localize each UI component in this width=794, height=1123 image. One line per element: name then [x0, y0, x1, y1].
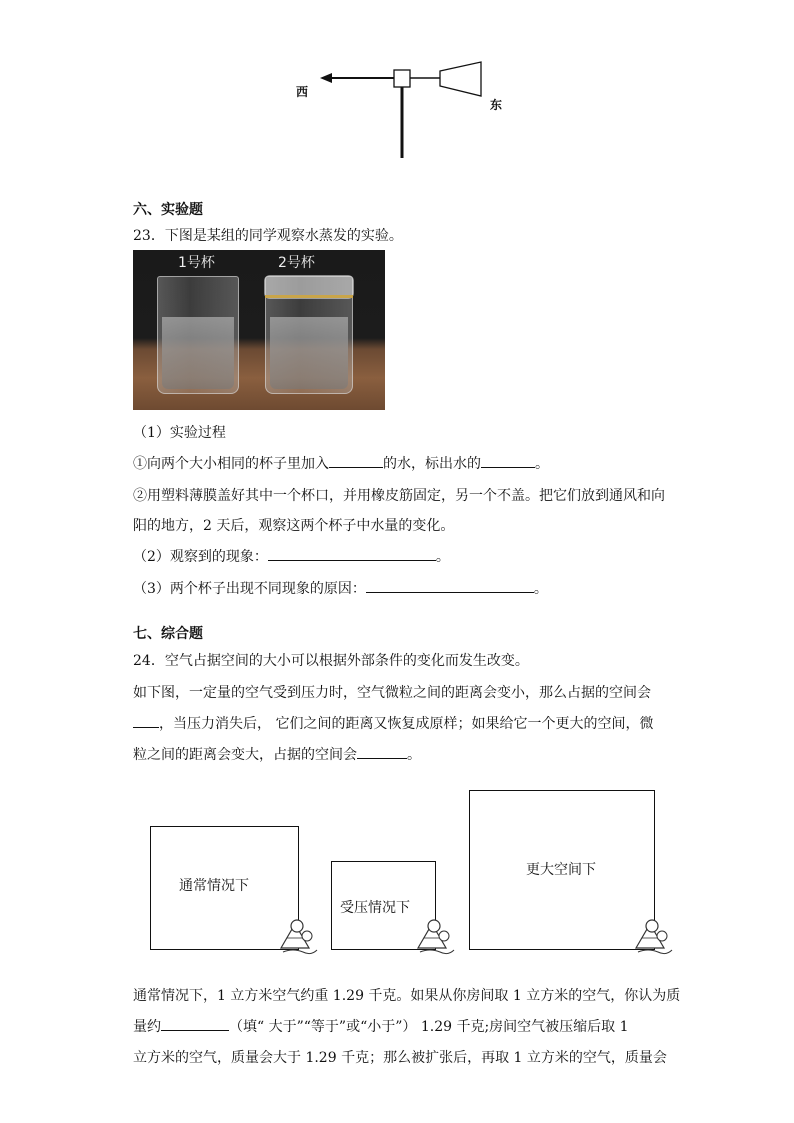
- blank-expanded-space[interactable]: [357, 746, 407, 759]
- rubber-band: [265, 295, 353, 298]
- q23-step2-line1: ②用塑料薄膜盖好其中一个杯口，并用橡皮筋固定，另一个不盖。把它们放到通风和向: [133, 488, 665, 504]
- blank-compressed-space[interactable]: [133, 715, 159, 728]
- vane-pivot-box: [394, 70, 410, 87]
- q23-part3-text-a: （3）两个杯子出现不同现象的原因：: [133, 581, 366, 597]
- box-normal-label: 通常情况下: [179, 878, 249, 894]
- box-larger-label: 更大空间下: [526, 862, 596, 878]
- q23-step2-line2: 阳的地方，2 天后，观察这两个杯子中水量的变化。: [133, 518, 455, 534]
- q23-step1: [133, 453, 549, 473]
- box-larger: [469, 790, 655, 950]
- cup1: [157, 276, 239, 394]
- q23-prompt: 23．下图是某组的同学观察水蒸发的实验。: [133, 228, 403, 244]
- q24-line4: [133, 744, 421, 764]
- cup1-water: [162, 317, 234, 389]
- mouse-figure-icon: [630, 912, 680, 960]
- cup2-water: [270, 317, 348, 389]
- q24-line1: 24．空气占据空间的大小可以根据外部条件的变化而发生改变。: [133, 653, 529, 669]
- cup2-label: 2号杯: [278, 255, 315, 271]
- box-compressed-label: 受压情况下: [340, 900, 410, 916]
- vane-arrow-head: [320, 73, 332, 83]
- q23-part3-text-b: 。: [533, 581, 548, 597]
- q24-line3-text: ，当压力消失后， 它们之间的距离又恢复成原样；如果给它一个更大的空间，微: [159, 716, 654, 732]
- blank-reason[interactable]: [366, 580, 534, 593]
- q23-part2: [133, 546, 450, 566]
- blank-observation[interactable]: [268, 548, 436, 561]
- q23-part2-text-a: （2）观察到的现象：: [133, 549, 268, 565]
- q23-step1-text-a: ①向两个大小相同的杯子里加入: [133, 456, 329, 472]
- q24-p2-line2-text-b: （填“ 大于”“等于”或“小于”） 1.29 千克;房间空气被压缩后取 1: [229, 1019, 629, 1035]
- q23-step1-text-b: 的水，标出水的: [383, 456, 481, 472]
- cup1-label: 1号杯: [178, 255, 215, 271]
- q23-part2-text-b: 。: [435, 549, 450, 565]
- q24-line4-text-b: 。: [407, 747, 421, 763]
- cup2: [265, 276, 353, 394]
- blank-water-amount[interactable]: [329, 455, 383, 468]
- evaporation-photo: [133, 250, 385, 410]
- blank-air-mass[interactable]: [161, 1018, 229, 1031]
- q24-p2-line3: 立方米的空气，质量会大于 1.29 千克；那么被扩张后，再取 1 立方米的空气，质量会: [133, 1050, 667, 1066]
- q24-p2-line2-text-a: 量约: [133, 1019, 161, 1035]
- wind-vane-diagram: [300, 58, 503, 163]
- vane-tail-fin: [440, 62, 481, 96]
- q24-line2: 如下图，一定量的空气受到压力时，空气微粒之间的距离会变小，那么占据的空间会: [133, 685, 651, 701]
- mouse-figure-icon: [412, 912, 462, 960]
- q24-line4-text-a: 粒之间的距离会变大，占据的空间会: [133, 747, 357, 763]
- mouse-figure-icon: [275, 912, 325, 960]
- q24-p2-line1: 通常情况下，1 立方米空气约重 1.29 千克。如果从你房间取 1 立方米的空气，你认为质: [133, 988, 681, 1004]
- compass-west-label: 西: [296, 85, 309, 99]
- q23-step1-text-c: 。: [535, 456, 549, 472]
- q24-p2-line2: [133, 1016, 629, 1036]
- blank-water-mark[interactable]: [481, 455, 535, 468]
- section6-title: 六、实验题: [133, 202, 203, 218]
- q23-part1-title: （1）实验过程: [133, 425, 226, 441]
- compass-east-label: 东: [490, 98, 503, 112]
- section7-title: 七、综合题: [133, 626, 203, 642]
- q24-line3: [133, 713, 653, 733]
- q23-part3: [133, 578, 548, 598]
